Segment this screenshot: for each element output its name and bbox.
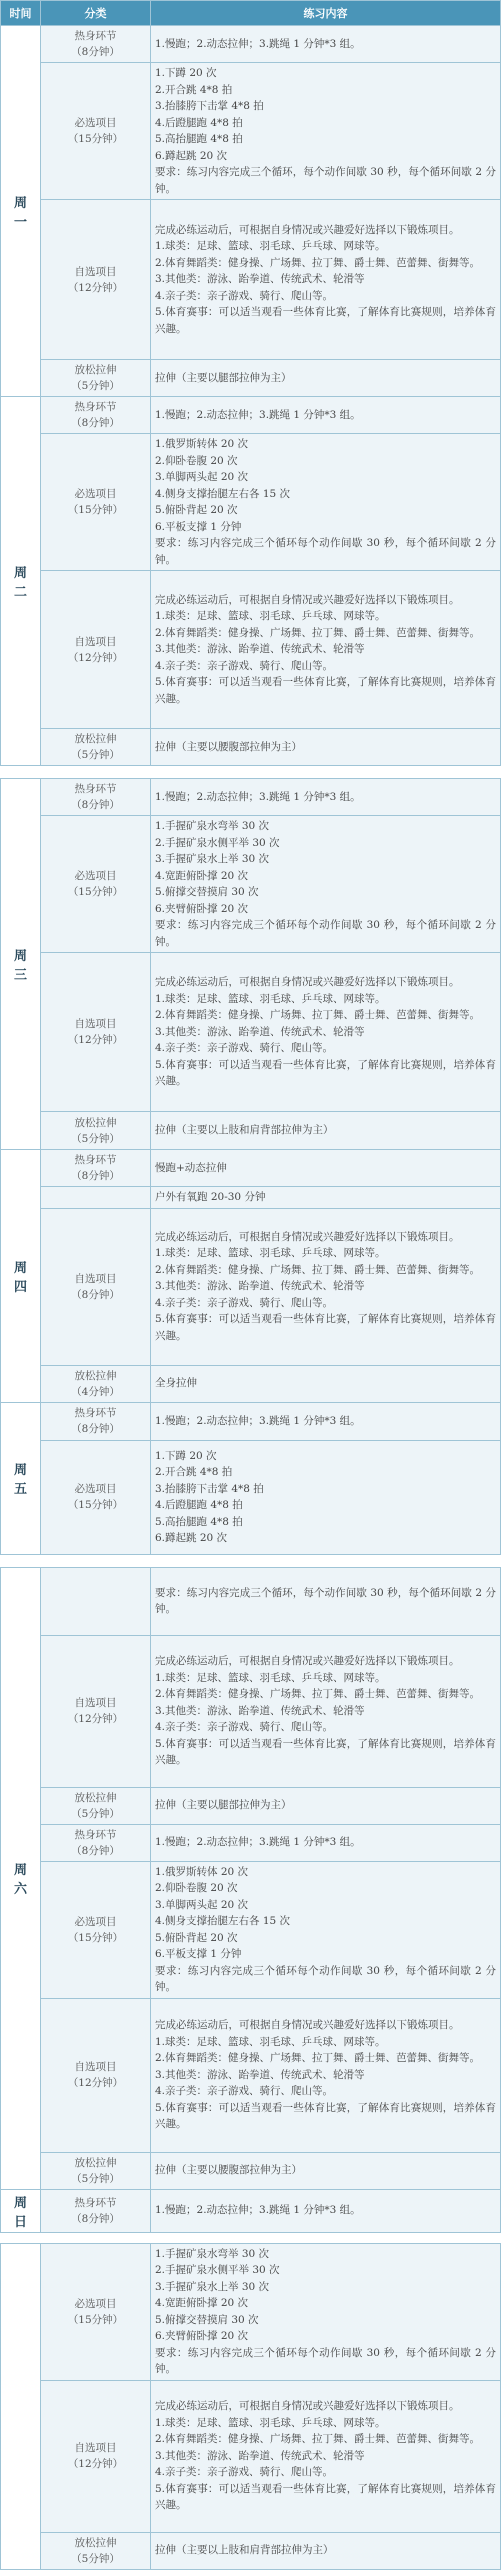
content-line: 2.仰卧卷腹 20 次	[155, 454, 238, 467]
table-row	[1, 2380, 501, 2532]
category-label: 放松拉伸	[74, 733, 117, 745]
table-row	[1, 1365, 501, 1402]
content-line: 4.亲子类：亲子游戏、骑行、爬山等。	[155, 1296, 334, 1309]
table-row	[1, 729, 501, 766]
content-cell	[151, 1112, 501, 1150]
day-cell-sun	[1, 2189, 41, 2232]
content-cell	[151, 729, 501, 766]
content-text: 拉伸（主要以腰腹部拉伸为主）	[155, 740, 302, 753]
header-category: 分类	[41, 1, 151, 26]
content-line: 2.手握矿泉水侧平举 30 次	[155, 2264, 280, 2276]
content-line: 4.亲子类：亲子游戏、骑行、爬山等。	[155, 1042, 334, 1055]
category-cell	[41, 397, 151, 434]
content-cell	[151, 1187, 501, 1209]
category-label: （15分钟）	[67, 1499, 124, 1511]
content-line: 6.夹臂俯卧撑 20 次	[155, 902, 249, 915]
category-label: （15分钟）	[67, 504, 124, 516]
category-label: （5分钟）	[71, 1807, 120, 1820]
content-text: 拉伸（主要以腿部拉伸为主）	[155, 371, 292, 384]
content-cell	[151, 397, 501, 434]
content-line: 6.蹲起跳 20 次	[155, 1532, 228, 1544]
content-line: 6.平板支撑 1 分钟	[155, 1948, 242, 1960]
content-line: 4.后蹬腿跑 4*8 拍	[155, 1499, 243, 1511]
content-line: 5.体育赛事：可以适当观看一些体育比赛，了解体育比赛规则，培养体育兴趣。	[155, 2101, 496, 2131]
category-cell	[41, 200, 151, 360]
table-row	[1, 1112, 501, 1150]
category-label: 自选项目	[74, 2061, 117, 2073]
table-row	[1, 1824, 501, 1861]
category-cell	[41, 434, 151, 571]
content-line: 3.其他类：游泳、跆拳道、传统武术、轮滑等	[155, 1280, 365, 1293]
day-label-char: 周	[13, 196, 27, 211]
category-label: 放松拉伸	[74, 1791, 117, 1804]
content-line: 3.单脚两头起 20 次	[155, 1898, 249, 1911]
content-line: 要求：练习内容完成三个循环每个动作间歇 30 秒，每个循环间歇 2 分钟。	[155, 537, 496, 566]
day-cell-tue	[1, 397, 41, 766]
category-cell	[41, 1861, 151, 1998]
content-line: 3.抬膝胯下击掌 4*8 拍	[155, 100, 264, 112]
day-label-char: 周	[13, 2195, 27, 2211]
category-label: （12分钟）	[67, 651, 124, 664]
content-line: 1.下蹲 20 次	[155, 67, 217, 79]
content-line: 5.俯撑交替摸肩 30 次	[155, 886, 259, 898]
content-line: 5.高抬腿跑 4*8 拍	[155, 1515, 243, 1528]
content-line: 4.宽距俯卧撑 20 次	[155, 2297, 249, 2309]
table-row	[1, 1440, 501, 1554]
content-cell	[151, 200, 501, 360]
category-label: 放松拉伸	[74, 364, 117, 376]
category-cell	[41, 953, 151, 1112]
table-row	[1, 2243, 501, 2380]
section-gap	[1, 2232, 501, 2243]
day-cell-thu	[1, 1150, 41, 1403]
content-line: 3.其他类：游泳、跆拳道、传统武术、轮滑等	[155, 643, 365, 656]
content-line: 3.手握矿泉水上举 30 次	[155, 853, 270, 865]
table-row	[1, 63, 501, 200]
category-cell	[41, 779, 151, 816]
content-cell	[151, 1402, 501, 1440]
content-cell	[151, 1440, 501, 1554]
table-row	[1, 360, 501, 397]
table-row	[1, 2152, 501, 2189]
category-label: 必选项目	[74, 1915, 117, 1928]
day-label-char: 周	[13, 1463, 27, 1478]
table-row	[1, 200, 501, 360]
content-line: 1.球类：足球、篮球、羽毛球、乒乓球、网球等。	[155, 1671, 386, 1684]
category-label: （12分钟）	[67, 2077, 124, 2089]
day-label-char: 一	[13, 215, 27, 230]
table-row	[1, 1567, 501, 1635]
content-line: 1.俄罗斯转体 20 次	[155, 1865, 249, 1878]
content-cell	[151, 1150, 501, 1187]
category-label: （5分钟）	[71, 749, 120, 761]
content-line: 6.蹲起跳 20 次	[155, 149, 228, 162]
content-line: 1.球类：足球、篮球、羽毛球、乒乓球、网球等。	[155, 992, 386, 1005]
category-cell	[41, 360, 151, 397]
category-cell	[41, 2380, 151, 2532]
day-label-char: 周	[13, 949, 27, 964]
table-body	[1, 26, 501, 2570]
content-cell	[151, 2380, 501, 2532]
day-label-char: 周	[13, 566, 27, 581]
content-line: 完成必练运动后，可根据自身情况或兴趣爱好选择以下锻炼项目。	[155, 1655, 460, 1668]
content-line: 1.球类：足球、篮球、羽毛球、乒乓球、网球等。	[155, 240, 386, 253]
content-cell	[151, 2189, 501, 2232]
day-cell-sat	[1, 1567, 41, 2189]
table-row	[1, 397, 501, 434]
category-cell	[41, 1208, 151, 1365]
content-line: 要求：练习内容完成三个循环每个动作间歇 30 秒，每个循环间歇 2 分钟。	[155, 2346, 496, 2375]
category-cell	[41, 1787, 151, 1824]
content-line: 3.其他类：游泳、跆拳道、传统武术、轮滑等	[155, 2449, 365, 2462]
category-cell	[41, 1402, 151, 1440]
category-cell	[41, 1187, 151, 1209]
content-line: 6.夹臂俯卧撑 20 次	[155, 2330, 249, 2342]
content-text: 1.慢跑；2.动态拉伸；3.跳绳 1 分钟*3 组。	[155, 790, 361, 803]
content-line: 5.体育赛事：可以适当观看一些体育比赛，了解体育比赛规则，培养体育兴趣。	[155, 676, 496, 705]
day-cell-empty	[1, 2243, 41, 2569]
category-label: （12分钟）	[67, 281, 124, 294]
category-label: （8分钟）	[71, 1170, 120, 1182]
table-row	[1, 1208, 501, 1365]
category-cell	[41, 1365, 151, 1402]
content-line: 完成必练运动后，可根据自身情况或兴趣爱好选择以下锻炼项目。	[155, 2019, 460, 2032]
gap-cell	[1, 766, 501, 779]
table-row	[1, 571, 501, 729]
category-label: （8分钟）	[71, 417, 120, 429]
category-cell	[41, 1824, 151, 1861]
category-cell	[41, 1567, 151, 1635]
content-cell	[151, 1998, 501, 2152]
content-line: 3.其他类：游泳、跆拳道、传统武术、轮滑等	[155, 1704, 365, 1717]
content-cell	[151, 360, 501, 397]
content-line: 2.开合跳 4*8 拍	[155, 83, 233, 96]
content-text: 1.慢跑；2.动态拉伸；3.跳绳 1 分钟*3 组。	[155, 1836, 361, 1849]
category-cell	[41, 1998, 151, 2152]
content-line: 2.手握矿泉水侧平举 30 次	[155, 836, 280, 849]
day-label-char: 六	[13, 1882, 27, 1897]
table-row	[1, 1150, 501, 1187]
category-label: 热身环节	[74, 783, 117, 795]
category-label: 放松拉伸	[74, 2156, 117, 2169]
content-cell	[151, 1365, 501, 1402]
content-line: 5.俯卧背起 20 次	[155, 1931, 238, 1944]
category-label: 自选项目	[74, 1018, 117, 1030]
category-label: 必选项目	[74, 2297, 117, 2310]
content-line: 4.亲子类：亲子游戏、骑行、爬山等。	[155, 2466, 334, 2479]
content-line: 2.仰卧卷腹 20 次	[155, 1882, 238, 1894]
content-line: 4.亲子类：亲子游戏、骑行、爬山等。	[155, 289, 334, 302]
content-line: 4.侧身支撑抬腿左右各 15 次	[155, 487, 291, 500]
table-row	[1, 1998, 501, 2152]
day-label-char: 二	[13, 585, 27, 600]
content-cell	[151, 571, 501, 729]
content-cell	[151, 1208, 501, 1365]
content-line: 要求：练习内容完成三个循环每个动作间歇 30 秒，每个循环间歇 2 分钟。	[155, 1964, 496, 1993]
table-row	[1, 1635, 501, 1787]
content-cell	[151, 26, 501, 63]
content-line: 2.体育舞蹈类：健身操、广场舞、拉丁舞、爵士舞、芭蕾舞、街舞等。	[155, 256, 481, 269]
table-header-row	[1, 1, 501, 26]
content-line: 4.亲子类：亲子游戏、骑行、爬山等。	[155, 659, 334, 672]
gap-cell	[1, 1554, 501, 1567]
category-label: （15分钟）	[67, 886, 124, 898]
content-line: 3.其他类：游泳、跆拳道、传统武术、轮滑等	[155, 273, 365, 286]
table-row	[1, 779, 501, 816]
section-gap	[1, 766, 501, 779]
content-line: 1.手握矿泉水弯举 30 次	[155, 820, 270, 832]
content-line: 2.体育舞蹈类：健身操、广场舞、拉丁舞、爵士舞、芭蕾舞、街舞等。	[155, 1263, 481, 1276]
category-label: 热身环节	[74, 2196, 117, 2209]
content-line: 4.亲子类：亲子游戏、骑行、爬山等。	[155, 2085, 334, 2098]
table-row	[1, 1187, 501, 1209]
content-line: 完成必练运动后，可根据自身情况或兴趣爱好选择以下锻炼项目。	[155, 976, 460, 989]
content-cell	[151, 2152, 501, 2189]
category-cell	[41, 1112, 151, 1150]
table-row	[1, 434, 501, 571]
category-label: （5分钟）	[71, 1132, 120, 1145]
day-label-char: 周	[13, 1863, 27, 1878]
table-row	[1, 2189, 501, 2232]
content-line: 5.俯卧背起 20 次	[155, 504, 238, 516]
content-line: 4.亲子类：亲子游戏、骑行、爬山等。	[155, 1721, 334, 1734]
category-cell	[41, 2532, 151, 2569]
category-label: （8分钟）	[71, 46, 120, 58]
category-label: 热身环节	[74, 1828, 117, 1841]
day-label-char: 日	[13, 2214, 27, 2230]
category-label: 热身环节	[74, 401, 117, 413]
day-cell-wed	[1, 779, 41, 1150]
content-text: 拉伸（主要以腿部拉伸为主）	[155, 1799, 292, 1812]
category-label: （5分钟）	[71, 2552, 120, 2565]
content-cell	[151, 1824, 501, 1861]
table-row	[1, 2532, 501, 2569]
category-label: 放松拉伸	[74, 1116, 117, 1129]
content-line: 4.侧身支撑抬腿左右各 15 次	[155, 1915, 291, 1927]
content-line: 3.其他类：游泳、跆拳道、传统武术、轮滑等	[155, 1025, 365, 1038]
day-cell-fri	[1, 1402, 41, 1554]
content-text: 慢跑+动态拉伸	[155, 1161, 227, 1174]
category-label: （15分钟）	[67, 2313, 124, 2326]
content-line: 6.平板支撑 1 分钟	[155, 520, 242, 533]
category-cell	[41, 2152, 151, 2189]
category-label: 自选项目	[74, 1272, 117, 1285]
day-label-char: 周	[13, 1260, 27, 1276]
category-label: 自选项目	[74, 265, 117, 278]
content-line: 要求：练习内容完成三个循环，每个动作间歇 30 秒，每个循环间歇 2 分钟。	[155, 1586, 496, 1615]
content-cell	[151, 1861, 501, 1998]
table-row	[1, 1402, 501, 1440]
content-text: 拉伸（主要以上肢和肩背部拉伸为主）	[155, 2544, 334, 2557]
content-line: 1.球类：足球、篮球、羽毛球、乒乓球、网球等。	[155, 1247, 386, 1260]
category-label: 热身环节	[74, 1154, 117, 1166]
content-line: 要求：练习内容完成三个循环，每个动作间歇 30 秒，每个循环间歇 2 分钟。	[155, 166, 496, 195]
category-cell	[41, 26, 151, 63]
day-label-char: 三	[13, 968, 27, 983]
category-label: （5分钟）	[71, 2172, 120, 2185]
category-cell	[41, 63, 151, 200]
content-cell	[151, 1787, 501, 1824]
category-label: 必选项目	[74, 870, 117, 882]
content-cell	[151, 779, 501, 816]
section-gap	[1, 1554, 501, 1567]
day-label-char: 五	[13, 1482, 27, 1497]
category-cell	[41, 1440, 151, 1554]
header-time: 时间	[1, 1, 41, 26]
category-cell	[41, 1150, 151, 1187]
category-label: （12分钟）	[67, 1713, 124, 1725]
content-line: 完成必练运动后，可根据自身情况或兴趣爱好选择以下锻炼项目。	[155, 593, 460, 606]
content-text: 全身拉伸	[155, 1377, 197, 1390]
category-label: （15分钟）	[67, 133, 124, 145]
category-label: 自选项目	[74, 2442, 117, 2454]
content-line: 5.高抬腿跑 4*8 拍	[155, 133, 243, 145]
category-label: （8分钟）	[71, 1288, 120, 1301]
content-text: 户外有氧跑 20-30 分钟	[155, 1191, 266, 1203]
category-cell	[41, 729, 151, 766]
category-label: （12分钟）	[67, 2458, 124, 2470]
content-text: 拉伸（主要以腰腹部拉伸为主）	[155, 2164, 302, 2177]
content-cell	[151, 953, 501, 1112]
content-line: 2.体育舞蹈类：健身操、广场舞、拉丁舞、爵士舞、芭蕾舞、街舞等。	[155, 1009, 481, 1022]
content-line: 完成必练运动后，可根据自身情况或兴趣爱好选择以下锻炼项目。	[155, 1230, 460, 1243]
content-line: 完成必练运动后，可根据自身情况或兴趣爱好选择以下锻炼项目。	[155, 2400, 460, 2413]
table-row	[1, 816, 501, 953]
content-line: 1.球类：足球、篮球、羽毛球、乒乓球、网球等。	[155, 2416, 386, 2429]
category-label: （8分钟）	[71, 799, 120, 811]
content-line: 2.体育舞蹈类：健身操、广场舞、拉丁舞、爵士舞、芭蕾舞、街舞等。	[155, 2052, 481, 2065]
content-line: 2.开合跳 4*8 拍	[155, 1466, 233, 1478]
table-row	[1, 1787, 501, 1824]
content-line: 1.球类：足球、篮球、羽毛球、乒乓球、网球等。	[155, 2035, 386, 2048]
content-line: 5.体育赛事：可以适当观看一些体育比赛，了解体育比赛规则，培养体育兴趣。	[155, 1737, 496, 1767]
category-cell	[41, 571, 151, 729]
category-cell	[41, 1635, 151, 1787]
content-line: 3.手握矿泉水上举 30 次	[155, 2280, 270, 2293]
content-cell	[151, 1635, 501, 1787]
content-text: 1.慢跑；2.动态拉伸；3.跳绳 1 分钟*3 组。	[155, 37, 361, 50]
category-label: 热身环节	[74, 30, 117, 42]
content-line: 1.俄罗斯转体 20 次	[155, 438, 249, 450]
day-cell-mon	[1, 26, 41, 397]
content-line: 3.其他类：游泳、跆拳道、传统武术、轮滑等	[155, 2068, 365, 2081]
category-label: 自选项目	[74, 1697, 117, 1709]
content-text: 1.慢跑；2.动态拉伸；3.跳绳 1 分钟*3 组。	[155, 1414, 361, 1427]
content-line: 1.手握矿泉水弯举 30 次	[155, 2247, 270, 2260]
content-cell	[151, 63, 501, 200]
content-line: 要求：练习内容完成三个循环每个动作间歇 30 秒，每个循环间歇 2 分钟。	[155, 919, 496, 948]
category-label: （4分钟）	[71, 1385, 120, 1398]
category-label: 必选项目	[74, 1483, 117, 1495]
category-label: （12分钟）	[67, 1034, 124, 1046]
category-cell	[41, 2189, 151, 2232]
content-cell	[151, 816, 501, 953]
content-line: 5.体育赛事：可以适当观看一些体育比赛，了解体育比赛规则，培养体育兴趣。	[155, 2482, 496, 2512]
category-cell	[41, 2243, 151, 2380]
table-row	[1, 26, 501, 63]
category-label: 必选项目	[74, 117, 117, 129]
content-line: 1.球类：足球、篮球、羽毛球、乒乓球、网球等。	[155, 610, 386, 623]
content-cell	[151, 434, 501, 571]
content-line: 5.体育赛事：可以适当观看一些体育比赛，了解体育比赛规则，培养体育兴趣。	[155, 306, 496, 335]
category-label: （5分钟）	[71, 380, 120, 392]
content-line: 5.体育赛事：可以适当观看一些体育比赛，了解体育比赛规则，培养体育兴趣。	[155, 1313, 496, 1342]
category-label: 必选项目	[74, 488, 117, 500]
content-text: 1.慢跑；2.动态拉伸；3.跳绳 1 分钟*3 组。	[155, 2204, 361, 2217]
content-line: 1.下蹲 20 次	[155, 1449, 217, 1462]
gap-cell	[1, 2232, 501, 2243]
day-label-char: 四	[13, 1279, 27, 1295]
content-cell	[151, 1567, 501, 1635]
content-line: 完成必练运动后，可根据自身情况或兴趣爱好选择以下锻炼项目。	[155, 223, 460, 236]
category-label: 放松拉伸	[74, 1369, 117, 1382]
content-line: 2.体育舞蹈类：健身操、广场舞、拉丁舞、爵士舞、芭蕾舞、街舞等。	[155, 1688, 481, 1701]
category-label: （8分钟）	[71, 1844, 120, 1857]
content-text: 1.慢跑；2.动态拉伸；3.跳绳 1 分钟*3 组。	[155, 408, 361, 421]
category-cell	[41, 816, 151, 953]
content-line: 4.宽距俯卧撑 20 次	[155, 869, 249, 882]
table-row	[1, 953, 501, 1112]
content-cell	[151, 2243, 501, 2380]
content-line: 2.体育舞蹈类：健身操、广场舞、拉丁舞、爵士舞、芭蕾舞、街舞等。	[155, 2433, 481, 2446]
content-cell	[151, 2532, 501, 2569]
content-line: 2.体育舞蹈类：健身操、广场舞、拉丁舞、爵士舞、芭蕾舞、街舞等。	[155, 626, 481, 639]
category-label: （8分钟）	[71, 2212, 120, 2225]
category-label: （8分钟）	[71, 1423, 120, 1435]
header-content: 练习内容	[151, 1, 501, 26]
content-line: 5.体育赛事：可以适当观看一些体育比赛，了解体育比赛规则，培养体育兴趣。	[155, 1058, 496, 1088]
category-label: （15分钟）	[67, 1931, 124, 1944]
content-line: 5.俯撑交替摸肩 30 次	[155, 2313, 259, 2326]
category-label: 热身环节	[74, 1407, 117, 1419]
table-row	[1, 1861, 501, 1998]
content-line: 4.后蹬腿跑 4*8 拍	[155, 116, 243, 129]
content-line: 3.单脚两头起 20 次	[155, 471, 249, 483]
category-label: 放松拉伸	[74, 2536, 117, 2549]
category-label: 自选项目	[74, 635, 117, 648]
content-line: 3.抬膝胯下击掌 4*8 拍	[155, 1482, 264, 1495]
content-text: 拉伸（主要以上肢和肩背部拉伸为主）	[155, 1124, 334, 1137]
